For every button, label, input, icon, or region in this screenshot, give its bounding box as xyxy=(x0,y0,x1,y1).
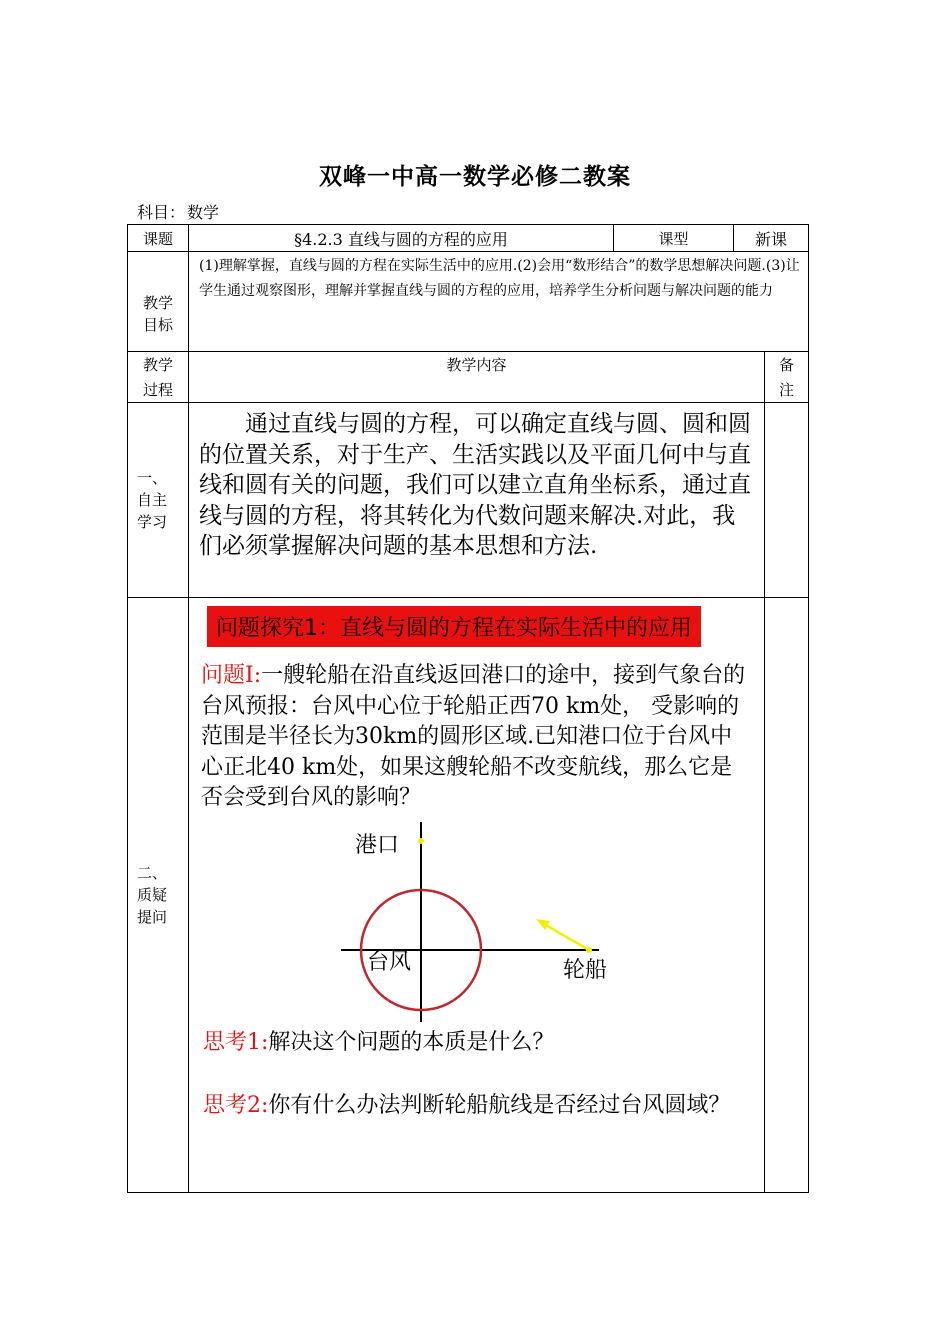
type-label: 课型 xyxy=(614,225,734,252)
type-value: 新课 xyxy=(734,225,809,252)
process-header-row xyxy=(128,352,809,403)
think1 xyxy=(203,1028,754,1058)
content-label: 教学内容 xyxy=(189,352,765,403)
typhoon-diagram xyxy=(189,822,758,1022)
goals-text: (1)理解掌握，直线与圆的方程在实际生活中的应用.(2)会用“数形结合”的数学思想解决问题.(3)让学生通过观察图形，理解并掌握直线与圆的方程的应用，培养学生分析问题与解决问题的能力 xyxy=(189,252,809,352)
notes-label-line2: 注 xyxy=(779,381,795,399)
ship-point xyxy=(586,947,592,953)
goals-row xyxy=(128,252,809,352)
section2-row xyxy=(128,598,809,1193)
port-point xyxy=(418,838,424,844)
topic-label: 课题 xyxy=(128,225,189,252)
goals-label-line1: 教学 xyxy=(142,294,173,312)
problem-label: 问题Ⅰ: xyxy=(201,663,262,688)
section1-notes xyxy=(765,403,809,598)
lesson-plan-table xyxy=(127,224,809,1193)
subject-value: 数学 xyxy=(187,203,220,222)
section1-text: 通过直线与圆的方程，可以确定直线与圆、圆和圆的位置关系，对于生产、生活实践以及平面几何中与直线和圆有关的问题，我们可以建立直角坐标系，通过直线与圆的方程，将其转化为代数问题来解决.对此，我们必须掌握解决问题的基本思想和方法. xyxy=(189,403,765,598)
goals-label xyxy=(128,252,189,352)
section2-notes xyxy=(765,598,809,1193)
think1-text: 解决这个问题的本质是什么？ xyxy=(268,1029,555,1055)
ship-label: 轮船 xyxy=(563,957,608,983)
problem-text: 一艘轮船在沿直线返回港口的途中，接到气象台的台风预报：台风中心位于轮船正西70 km处， 受影响的范围是半径长为30km的圆形区域.已知港口位于台风中心正北40 km处，如果这艘轮船不改变航线，那么它是否会受到台风的影响？ xyxy=(201,663,746,810)
port-label: 港口 xyxy=(355,832,400,858)
process-label-line1: 教学 xyxy=(142,356,173,374)
section2-label-line1: 二、 xyxy=(137,864,168,882)
problem-statement xyxy=(201,661,754,814)
notes-label-line1: 备 xyxy=(779,356,795,374)
think1-label: 思考1: xyxy=(203,1029,269,1055)
typhoon-label: 台风 xyxy=(367,949,412,975)
topic-row xyxy=(128,225,809,252)
section1-label-line2: 自主 xyxy=(137,491,168,509)
ship-arrow-shaft xyxy=(544,924,589,950)
document-title: 双峰一中高一数学必修二教案 xyxy=(319,163,631,190)
process-label-line2: 过程 xyxy=(142,381,173,399)
section1-label-line3: 学习 xyxy=(137,513,168,531)
inquiry-banner: 问题探究1：直线与圆的方程在实际生活中的应用 xyxy=(207,606,701,647)
section2-label-line2: 质疑 xyxy=(137,886,168,904)
section1-row xyxy=(128,403,809,598)
section2-content xyxy=(189,598,765,1193)
section1-label xyxy=(128,403,189,598)
section2-label-line3: 提问 xyxy=(137,908,168,926)
subject-line xyxy=(137,200,219,223)
think2-text: 你有什么办法判断轮船航线是否经过台风圆域？ xyxy=(268,1092,731,1118)
goals-label-line2: 目标 xyxy=(142,316,173,334)
subject-label: 科目： xyxy=(137,203,186,222)
ship-arrow-head xyxy=(536,919,550,930)
notes-label xyxy=(765,352,809,403)
section1-label-line1: 一、 xyxy=(137,469,168,487)
section2-label xyxy=(128,598,189,1193)
think2 xyxy=(203,1091,754,1121)
process-label xyxy=(128,352,189,403)
topic-value: §4.2.3 直线与圆的方程的应用 xyxy=(189,225,614,252)
think2-label: 思考2: xyxy=(203,1092,269,1118)
